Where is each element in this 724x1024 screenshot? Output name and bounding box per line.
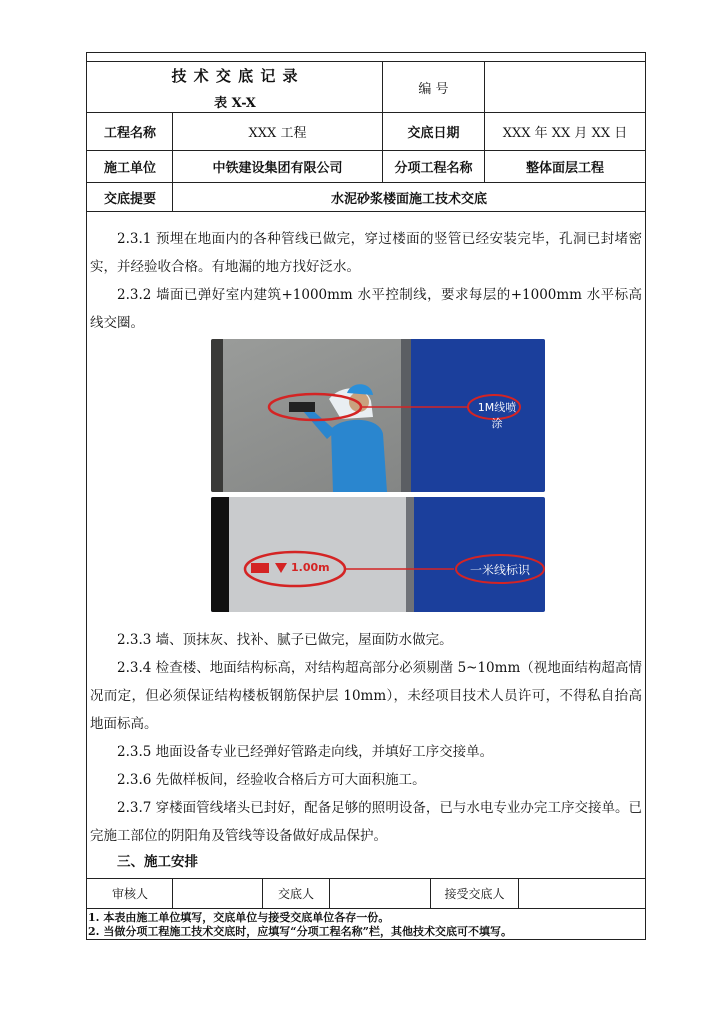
paragraph-2-3-5: 2.3.5 地面设备专业已经弹好管路走向线，并填好工序交接单。 bbox=[117, 744, 494, 760]
paragraph-2-3-6: 2.3.6 先做样板间，经验收合格后方可大面积施工。 bbox=[117, 772, 426, 788]
paragraph-2-3-1: 2.3.1 预埋在地面内的各种管线已做完，穿过楼面的竖管已经安装完毕，孔洞已封堵密实，并经验收合格。有地漏的地方找好泛水。 bbox=[90, 231, 642, 275]
paragraph-2-3-2: 2.3.2 墙面已弹好室内建筑+1000mm 水平控制线，要求每层的+1000mm 水平标高线交圈。 bbox=[90, 287, 642, 331]
divider bbox=[86, 908, 646, 909]
level-mark-text: 1.00m bbox=[291, 561, 330, 574]
form-number: 表 X-X bbox=[214, 95, 256, 111]
reviewer-label: 审核人 bbox=[111, 887, 148, 901]
photo-wall-marking bbox=[211, 339, 545, 492]
number-label: 编 号 bbox=[418, 81, 449, 97]
note-2: 2. 当做分项工程施工技术交底时，应填写“分项工程名称”栏，其他技术交底可不填写。 bbox=[88, 925, 512, 938]
unit-value[interactable]: 中铁建设集团有限公司 bbox=[212, 161, 343, 176]
paragraph-2-3-4: 2.3.4 检查楼、地面结构标高，对结构超高部分必须剔凿 5~10mm（视地面结构超高情况而定，但必须保证结构楼板钢筋保护层 10mm），未经项目技术人员许可，不得私自抬高地面标高。 bbox=[90, 660, 642, 732]
sub-project-value[interactable]: 整体面层工程 bbox=[525, 161, 604, 176]
photo-label-1m: 1M线喷涂 bbox=[477, 401, 517, 430]
receiver-value[interactable] bbox=[519, 879, 645, 908]
paragraph-2-3-3: 2.3.3 墙、顶抹灰、找补、腻子已做完，屋面防水做完。 bbox=[117, 632, 453, 648]
reviewer-value[interactable] bbox=[173, 879, 262, 908]
paragraph-2-3-7: 2.3.7 穿楼面管线堵头已封好，配备足够的照明设备，已与水电专业办完工序交接单。已完施工部位的阴阳角及管线等设备做好成品保护。 bbox=[90, 800, 642, 844]
date-value[interactable]: XXX 年 XX 月 XX 日 bbox=[502, 126, 628, 141]
date-label: 交底日期 bbox=[407, 126, 460, 141]
photo-label-1m-line: 一米线标识 bbox=[469, 563, 530, 577]
number-value[interactable] bbox=[485, 62, 645, 112]
discloser-value[interactable] bbox=[330, 879, 430, 908]
discloser-label: 交底人 bbox=[277, 887, 314, 901]
summary-label: 交底提要 bbox=[103, 191, 156, 207]
photo-level-mark bbox=[211, 497, 545, 612]
summary-value[interactable]: 水泥砂浆楼面施工技术交底 bbox=[330, 191, 487, 207]
note-1: 1. 本表由施工单位填写，交底单位与接受交底单位各存一份。 bbox=[88, 911, 390, 924]
receiver-label: 接受交底人 bbox=[444, 887, 505, 901]
section-3-heading: 三、施工安排 bbox=[117, 854, 198, 870]
form-title: 技 术 交 底 记 录 bbox=[171, 66, 299, 85]
project-name-label: 工程名称 bbox=[103, 126, 156, 141]
unit-label: 施工单位 bbox=[103, 161, 156, 176]
divider bbox=[86, 211, 646, 212]
sub-project-label: 分项工程名称 bbox=[394, 161, 473, 176]
project-name-value[interactable]: XXX 工程 bbox=[248, 126, 307, 141]
